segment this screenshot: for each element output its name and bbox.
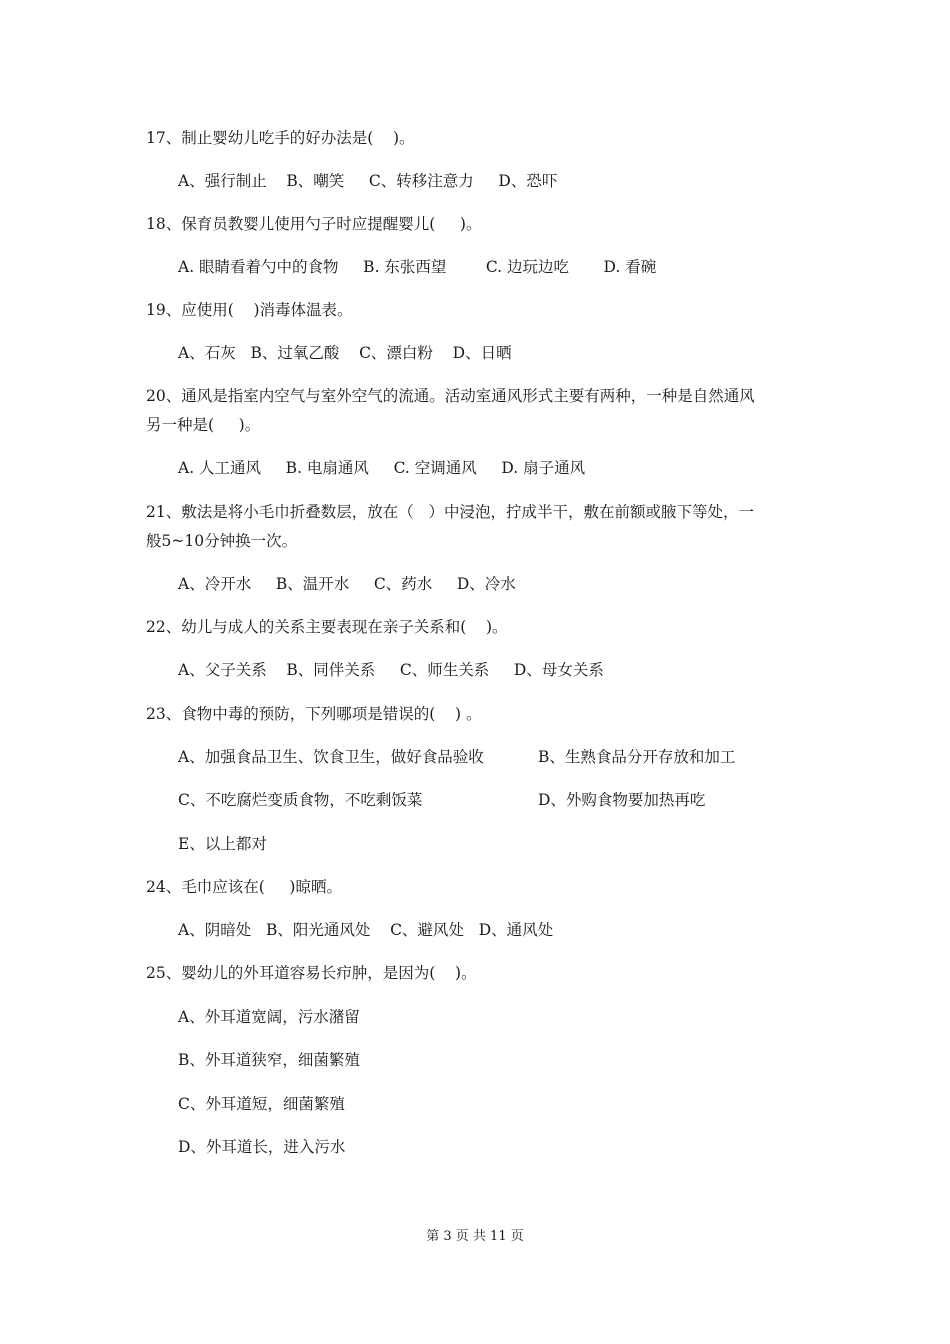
question-23-option-d: D、外购食物要加热再吃 xyxy=(538,791,706,809)
question-20-stem-line2: 另一种是( )。 xyxy=(146,416,261,434)
question-24-stem: 24、毛巾应该在( )晾晒。 xyxy=(146,878,342,896)
page-number-footer: 第 3 页 共 11 页 xyxy=(426,1229,524,1244)
question-23-option-b: B、生熟食品分开存放和加工 xyxy=(538,748,736,766)
question-24-options: A、阴暗处 B、阳光通风处 C、避风处 D、通风处 xyxy=(178,921,554,939)
question-22-options: A、父子关系 B、同伴关系 C、师生关系 D、母女关系 xyxy=(178,661,604,679)
question-25-stem: 25、婴幼儿的外耳道容易长疖肿，是因为( )。 xyxy=(146,964,477,982)
question-23-stem: 23、食物中毒的预防，下列哪项是错误的( ) 。 xyxy=(146,705,482,723)
question-20-stem-line1: 20、通风是指室内空气与室外空气的流通。活动室通风形式主要有两种，一种是自然通风 xyxy=(146,387,755,405)
question-19-options: A、石灰 B、过氧乙酸 C、漂白粉 D、日晒 xyxy=(178,344,512,362)
question-21-stem-line2: 般5~10分钟换一次。 xyxy=(146,532,298,550)
question-23-option-a: A、加强食品卫生、饮食卫生，做好食品验收 xyxy=(178,748,484,766)
question-21-stem-line1: 21、敷法是将小毛巾折叠数层，放在（ ）中浸泡，拧成半干，敷在前额或腋下等处，一 xyxy=(146,503,755,521)
question-23-option-e: E、以上都对 xyxy=(178,835,267,853)
question-19-stem: 19、应使用( )消毒体温表。 xyxy=(146,301,353,319)
question-18-options: A. 眼睛看着勺中的食物 B. 东张西望 C. 边玩边吃 D. 看碗 xyxy=(178,258,657,276)
question-25-option-d: D、外耳道长，进入污水 xyxy=(178,1138,346,1156)
question-18-stem: 18、保育员教婴儿使用勺子时应提醒婴儿( )。 xyxy=(146,215,482,233)
question-17-stem: 17、制止婴幼儿吃手的好办法是( )。 xyxy=(146,129,415,147)
question-21-options: A、冷开水 B、温开水 C、药水 D、冷水 xyxy=(178,575,516,593)
question-17-options: A、强行制止 B、嘲笑 C、转移注意力 D、恐吓 xyxy=(178,172,558,190)
question-23-option-c: C、不吃腐烂变质食物，不吃剩饭菜 xyxy=(178,791,423,809)
question-25-option-a: A、外耳道宽阔，污水潴留 xyxy=(178,1008,360,1026)
question-20-options: A. 人工通风 B. 电扇通风 C. 空调通风 D. 扇子通风 xyxy=(178,459,586,477)
question-25-option-c: C、外耳道短，细菌繁殖 xyxy=(178,1095,345,1113)
question-22-stem: 22、幼儿与成人的关系主要表现在亲子关系和( )。 xyxy=(146,618,508,636)
question-25-option-b: B、外耳道狭窄，细菌繁殖 xyxy=(178,1051,360,1069)
